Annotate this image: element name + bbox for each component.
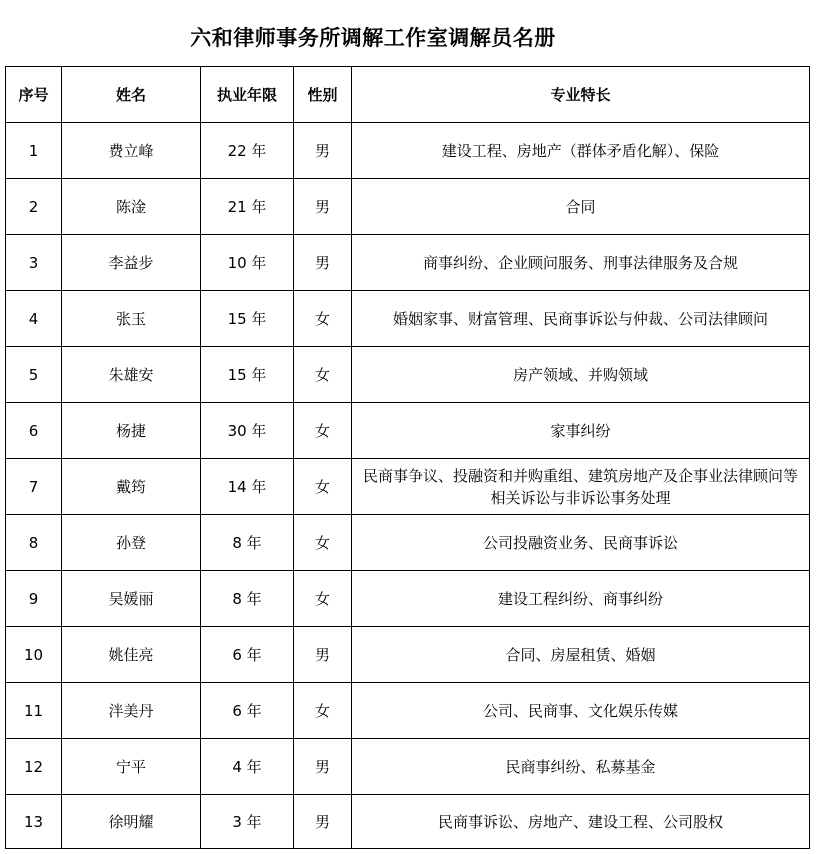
table-row	[6, 627, 810, 683]
table-row	[6, 291, 810, 347]
header-gender: 性别	[294, 67, 352, 123]
cell-no: 10	[6, 627, 62, 683]
cell-years: 10 年	[201, 235, 294, 291]
cell-gender: 女	[294, 571, 352, 627]
cell-no: 9	[6, 571, 62, 627]
header-name: 姓名	[62, 67, 201, 123]
cell-no: 12	[6, 739, 62, 795]
cell-years: 3 年	[201, 795, 294, 849]
table-row	[6, 347, 810, 403]
table-row	[6, 179, 810, 235]
cell-specialty: 公司投融资业务、民商事诉讼	[352, 515, 810, 571]
cell-specialty: 商事纠纷、企业顾问服务、刑事法律服务及合规	[352, 235, 810, 291]
table-row	[6, 123, 810, 179]
cell-no: 3	[6, 235, 62, 291]
cell-name: 吴媛丽	[62, 571, 201, 627]
cell-gender: 男	[294, 795, 352, 849]
cell-specialty: 建设工程纠纷、商事纠纷	[352, 571, 810, 627]
cell-name: 姚佳亮	[62, 627, 201, 683]
cell-name: 陈淦	[62, 179, 201, 235]
cell-years: 15 年	[201, 291, 294, 347]
table-row	[6, 235, 810, 291]
table-row	[6, 571, 810, 627]
cell-specialty: 公司、民商事、文化娱乐传媒	[352, 683, 810, 739]
cell-specialty: 建设工程、房地产（群体矛盾化解）、保险	[352, 123, 810, 179]
cell-specialty: 婚姻家事、财富管理、民商事诉讼与仲裁、公司法律顾问	[352, 291, 810, 347]
cell-specialty: 民商事诉讼、房地产、建设工程、公司股权	[352, 795, 810, 849]
cell-no: 7	[6, 459, 62, 515]
cell-name: 戴筠	[62, 459, 201, 515]
cell-no: 5	[6, 347, 62, 403]
cell-years: 6 年	[201, 627, 294, 683]
cell-gender: 女	[294, 291, 352, 347]
mediator-roster-table	[5, 66, 810, 849]
table-row	[6, 403, 810, 459]
cell-name: 费立峰	[62, 123, 201, 179]
cell-gender: 女	[294, 347, 352, 403]
cell-years: 8 年	[201, 571, 294, 627]
table-row	[6, 795, 810, 849]
cell-name: 李益步	[62, 235, 201, 291]
table-body	[6, 123, 810, 849]
cell-years: 4 年	[201, 739, 294, 795]
cell-no: 6	[6, 403, 62, 459]
header-specialty: 专业特长	[352, 67, 810, 123]
cell-no: 4	[6, 291, 62, 347]
cell-name: 朱雄安	[62, 347, 201, 403]
header-no: 序号	[6, 67, 62, 123]
cell-no: 2	[6, 179, 62, 235]
table-row	[6, 515, 810, 571]
cell-years: 6 年	[201, 683, 294, 739]
cell-no: 8	[6, 515, 62, 571]
cell-name: 宁平	[62, 739, 201, 795]
cell-specialty: 家事纠纷	[352, 403, 810, 459]
cell-specialty: 民商事争议、投融资和并购重组、建筑房地产及企事业法律顾问等相关诉讼与非诉讼事务处理	[352, 459, 810, 515]
table-row	[6, 739, 810, 795]
cell-no: 1	[6, 123, 62, 179]
cell-name: 杨捷	[62, 403, 201, 459]
cell-years: 30 年	[201, 403, 294, 459]
cell-years: 22 年	[201, 123, 294, 179]
cell-specialty: 房产领域、并购领域	[352, 347, 810, 403]
cell-name: 孙登	[62, 515, 201, 571]
cell-gender: 男	[294, 739, 352, 795]
cell-no: 13	[6, 795, 62, 849]
cell-gender: 男	[294, 179, 352, 235]
table-header-row	[6, 67, 810, 123]
cell-gender: 女	[294, 515, 352, 571]
cell-years: 14 年	[201, 459, 294, 515]
table-row	[6, 459, 810, 515]
cell-gender: 男	[294, 235, 352, 291]
cell-name: 泮美丹	[62, 683, 201, 739]
cell-no: 11	[6, 683, 62, 739]
cell-years: 21 年	[201, 179, 294, 235]
cell-name: 张玉	[62, 291, 201, 347]
cell-name: 徐明耀	[62, 795, 201, 849]
cell-gender: 女	[294, 403, 352, 459]
cell-specialty: 合同、房屋租赁、婚姻	[352, 627, 810, 683]
page-title: 六和律师事务所调解工作室调解员名册	[190, 26, 556, 50]
cell-years: 15 年	[201, 347, 294, 403]
cell-years: 8 年	[201, 515, 294, 571]
table-row	[6, 683, 810, 739]
header-years: 执业年限	[201, 67, 294, 123]
cell-gender: 女	[294, 683, 352, 739]
cell-specialty: 合同	[352, 179, 810, 235]
cell-gender: 女	[294, 459, 352, 515]
cell-specialty: 民商事纠纷、私募基金	[352, 739, 810, 795]
cell-gender: 男	[294, 123, 352, 179]
cell-gender: 男	[294, 627, 352, 683]
